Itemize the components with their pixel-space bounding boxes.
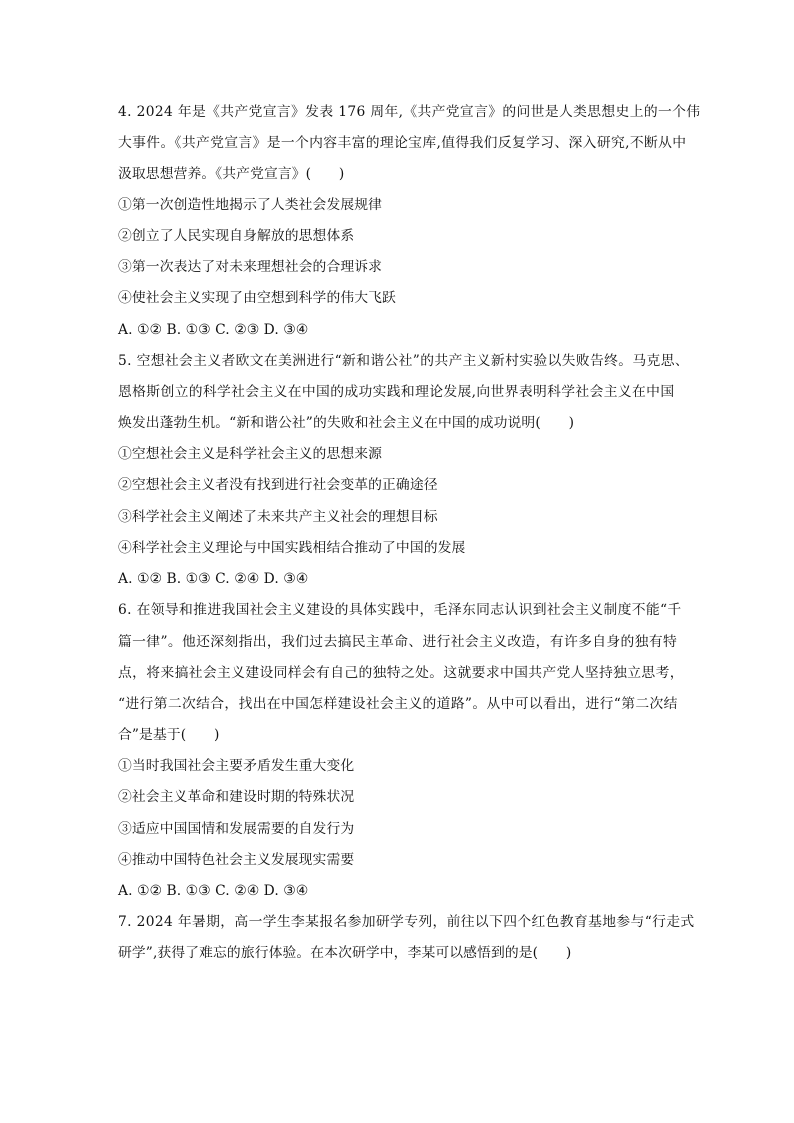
q5-stem-line-3: 焕发出蓬勃生机。“新和谐公社”的失败和社会主义在中国的成功说明( ): [118, 415, 575, 431]
q6-statement-2: ②社会主义革命和建设时期的特殊状况: [118, 789, 355, 805]
q6-stem-line-2: 篇一律”。他还深刻指出，我们过去搞民主革命、进行社会主义改造，有许多自身的独有特: [118, 634, 678, 650]
q4-statement-4: ④使社会主义实现了由空想到科学的伟大飞跃: [118, 290, 396, 306]
q4-options: A. ①② B. ①③ C. ②③ D. ③④: [118, 322, 309, 338]
q6-statement-3: ③适应中国国情和发展需要的自发行为: [118, 821, 355, 837]
q6-stem-line-3: 点，将来搞社会主义建设同样会有自己的独特之处。这就要求中国共产党人坚持独立思考，: [118, 665, 684, 681]
q7-stem-line-1: 7. 2024 年暑期，高一学生李某报名参加研学专列，前往以下四个红色教育基地参与“行走式: [118, 914, 695, 930]
q6-statement-4: ④推动中国特色社会主义发展现实需要: [118, 852, 355, 868]
q4-statement-3: ③第一次表达了对未来理想社会的合理诉求: [118, 259, 383, 275]
q6-statement-1: ①当时我国社会主要矛盾发生重大变化: [118, 758, 355, 774]
q5-statement-3: ③科学社会主义阐述了未来共产主义社会的理想目标: [118, 509, 438, 525]
q6-stem-line-5: 合”是基于( ): [118, 727, 220, 743]
q5-stem-line-2: 恩格斯创立的科学社会主义在中国的成功实践和理论发展,向世界表明科学社会主义在中国: [118, 384, 675, 400]
q5-statement-4: ④科学社会主义理论与中国实践相结合推动了中国的发展: [118, 540, 466, 556]
q4-stem-line-2: 大事件。《共产党宣言》是一个内容丰富的理论宝库,值得我们反复学习、深入研究,不断从中: [118, 135, 687, 151]
q4-stem-line-3: 汲取思想营养。《共产党宣言》( ): [118, 166, 345, 182]
q4-statement-2: ②创立了人民实现自身解放的思想体系: [118, 228, 355, 244]
q6-options: A. ①② B. ①③ C. ②④ D. ③④: [118, 883, 309, 899]
q5-statement-1: ①空想社会主义是科学社会主义的思想来源: [118, 446, 383, 462]
q5-stem-line-1: 5. 空想社会主义者欧文在美洲进行“新和谐公社”的共产主义新村实验以失败告终。马克思、: [118, 353, 689, 369]
q7-stem-line-2: 研学”,获得了难忘的旅行体验。在本次研学中，李某可以感悟到的是( ): [118, 945, 572, 961]
q6-stem-line-4: “进行第二次结合，找出在中国怎样建设社会主义的道路”。从中可以看出，进行“第二次结: [118, 696, 678, 712]
q5-statement-2: ②空想社会主义者没有找到进行社会变革的正确途径: [118, 477, 438, 493]
q5-options: A. ①② B. ①③ C. ②④ D. ③④: [118, 571, 309, 587]
q4-statement-1: ①第一次创造性地揭示了人类社会发展规律: [118, 197, 383, 213]
q6-stem-line-1: 6. 在领导和推进我国社会主义建设的具体实践中，毛泽东同志认识到社会主义制度不能“千: [118, 602, 682, 618]
q4-stem-line-1: 4. 2024 年是《共产党宣言》发表 176 周年,《共产党宣言》的问世是人类思想史上的一个伟: [118, 104, 701, 120]
